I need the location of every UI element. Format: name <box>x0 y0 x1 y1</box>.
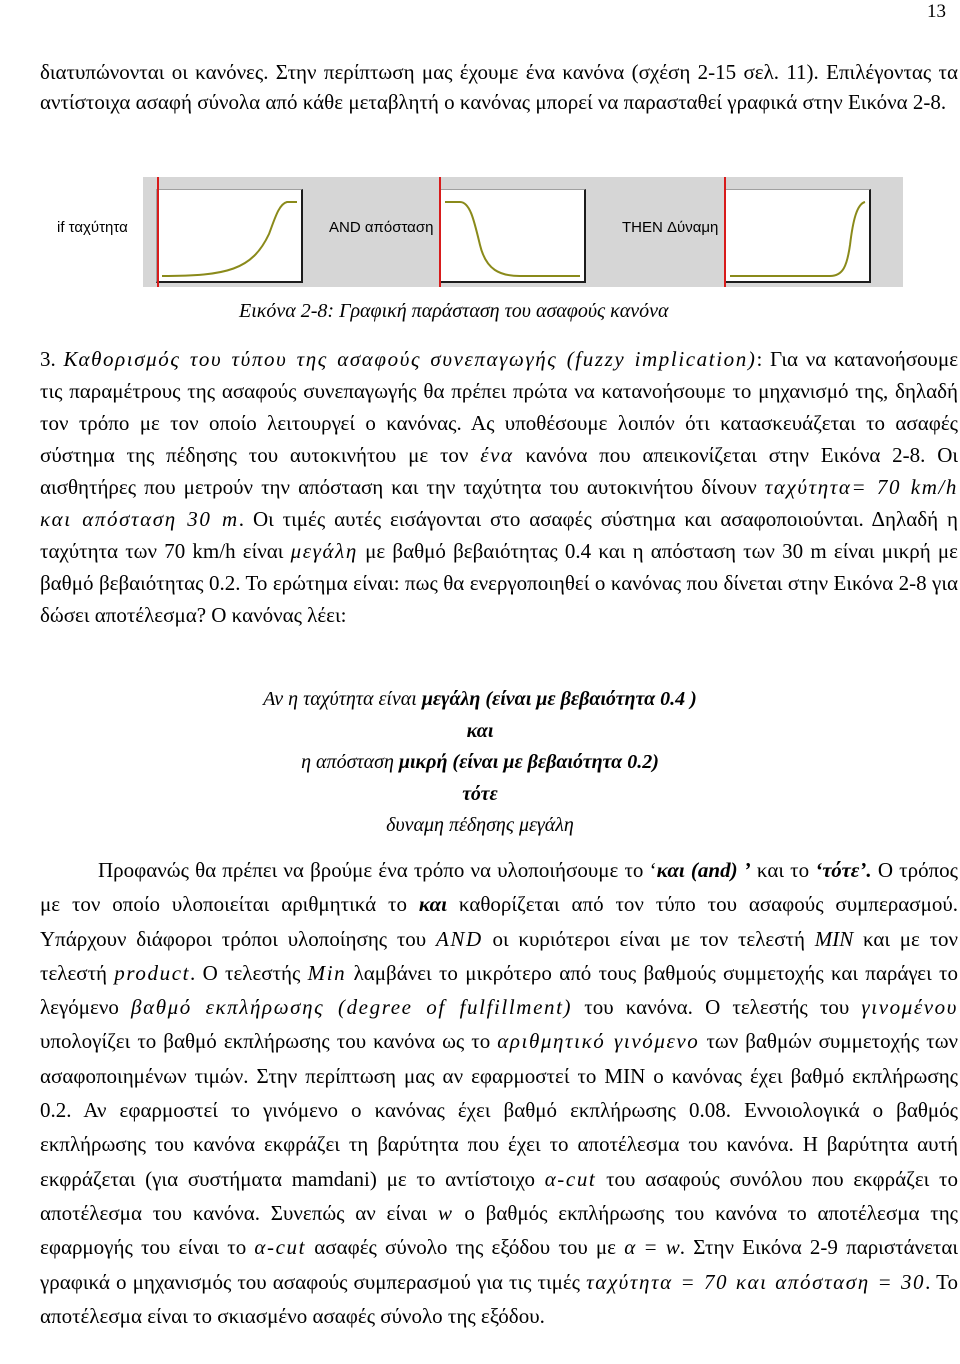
rule-line-3: η απόσταση μικρή (είναι με βεβαιότητα 0.2) <box>301 751 659 773</box>
speed-membership-plot <box>156 189 303 283</box>
intro-paragraph: διατυπώνονται οι κανόνες. Στην περίπτωση μας έχουμε ένα κανόνα (σχέση 2-15 σελ. 11). Επιλέγοντας τα αντίστοιχα ασαφή σύνολα από κάθε μεταβλητή ο κανόνας μπορεί να παρασταθεί γραφικά στην Εικόνα 2-8. <box>40 60 958 114</box>
figure-caption: Εικόνα 2-8: Γραφική παράσταση του ασαφούς κανόνα <box>239 300 669 322</box>
figure-label-force: THEN Δύναμη <box>622 219 719 236</box>
distance-membership-curve <box>440 190 585 282</box>
figure-marker-line <box>157 177 159 287</box>
figure-label-distance: AND απόσταση <box>329 219 434 236</box>
distance-membership-plot <box>439 189 586 283</box>
figure-marker-line <box>439 177 441 287</box>
rule-line-2: και <box>466 720 494 742</box>
measurement-expression: ταχύτητα= 70 km/h και απόσταση 30 m <box>40 475 958 531</box>
speed-membership-curve <box>157 190 302 282</box>
fuzzy-rule-figure <box>57 177 903 287</box>
section-title: Καθορισμός του τύπου της ασαφούς συνεπαγωγής (fuzzy implication) <box>63 347 757 371</box>
figure-label-speed: if ταχύτητα <box>57 219 128 236</box>
rule-line-1: Αν η ταχύτητα είναι μεγάλη (είναι με βεβαιότητα 0.4 ) <box>263 688 697 710</box>
force-membership-plot <box>724 189 871 283</box>
section-number: 3. <box>40 347 56 371</box>
page-number: 13 <box>927 1 946 22</box>
alpha-equation: α = w <box>624 1235 680 1260</box>
force-membership-curve <box>725 190 870 282</box>
rule-line-4: τότε <box>462 783 498 805</box>
explanation-paragraph: Προφανώς θα πρέπει να βρούμε ένα τρόπο να υλοποιήσουμε το ‘και (and) ’ και το ‘τότε’. Ο τρόπος με τον οποίο υλοποιείται αριθμητικά το και καθορίζεται από τον τύπο του ασαφούς συμπερασμού. Υπάρχουν διάφοροι τρόποι υλοποίησης του AND οι κυριότεροι είναι με τον τελεστή MIN και με τον τελεστή product. Ο τελεστής Min λαμβάνει το μικρότερο από τους βαθμούς συμμετοχής και παράγει το λεγόμενο βαθμό εκπλήρωσης (degree of fulfillment) του κανόνα. Ο τελεστής του γινομένου υπολογίζει το βαθμό εκπλήρωσης του κανόνα ως το αριθμητικό γινόμενο των βαθμών συμμετοχής των ασαφοποιημένων τιμών. Στην περίπτωση μας αν εφαρμοστεί το MIN ο κανόνας έχει βαθμό εκπλήρωσης 0.2. Αν εφαρμοστεί το γινόμενο ο κανόνας έχει βαθμό εκπλήρωσης 0.08. Εννοιολογικά ο βαθμός εκπλήρωσης του κανόνα εκφράζει τη βαρύτητα που έχει το αποτέλεσμα του κανόνα. Η βαρύτητα αυτή εκφράζεται (για συστήματα mamdani) με το αντίστοιχο α-cut του ασαφούς συνόλου που εκφράζει το αποτέλεσμα του κανόνα. Συνεπώς αν είναι w ο βαθμός εκπλήρωσης του κανόνα το αποτέλεσμα της εφαρμογής του είναι το α-cut ασαφές σύνολο της εξόδου του με α = w. Στην Εικόνα 2-9 παριστάνεται γραφικά ο μηχανισμός του ασαφούς συμπερασμού για τις τιμές ταχύτητα = 70 και απόσταση = 30. Το αποτέλεσμα είναι το σκιασμένο ασαφές σύνολο της εξόδου. <box>40 858 959 1328</box>
figure-marker-line <box>724 177 726 287</box>
rule-line-5: δυναμη πέδησης μεγάλη <box>386 814 574 836</box>
section-3-paragraph: 3. Καθορισμός του τύπου της ασαφούς συνεπαγωγής (fuzzy implication): Για να κατανοήσουμε τις παραμέτρους της ασαφούς συνεπαγωγής θα πρέπει πρώτα να κατανοήσουμε το μηχανισμό της, δηλαδή τον τρόπο με τον οποίο λειτουργεί ο κανόνας. Ας υποθέσουμε λοιπόν ότι κατασκευάζεται το ασαφές σύστημα της πέδησης του αυτοκινήτου με τον ένα κανόνα που απεικονίζεται στην Εικόνα 2-8. Οι αισθητήρες που μετρούν την απόσταση και την ταχύτητα του αυτοκινήτου δίνουν ταχύτητα= 70 km/h και απόσταση 30 m. Οι τιμές αυτές εισάγονται στο ασαφές σύστημα και ασαφοποιούνται. Δηλαδή η ταχύτητα των 70 km/h είναι μεγάλη με βαθμό βεβαιότητας 0.4 και η απόσταση των 30 m είναι μικρή με βαθμό βεβαιότητας 0.2. Το ερώτημα είναι: πως θα ενεργοποιηθεί ο κανόνας που δίνεται στην Εικόνα 2-8 για δώσει αποτέλεσμα? Ο κανόνας λέει: <box>40 347 959 627</box>
